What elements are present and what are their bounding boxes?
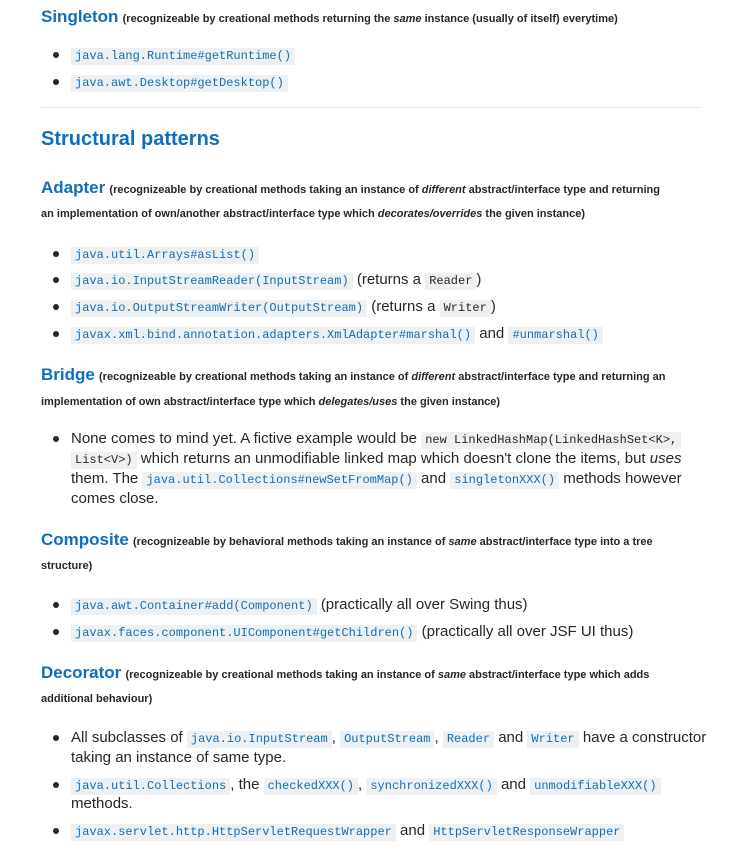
code-reader: Reader <box>425 273 476 290</box>
list-item <box>71 775 661 796</box>
list-item <box>71 45 295 66</box>
item-text: All subclasses of <box>71 729 183 746</box>
decorator-heading <box>41 664 649 684</box>
singleton-heading <box>41 8 618 28</box>
bullet-icon <box>53 277 59 283</box>
code-link-reader[interactable]: Reader <box>443 731 494 748</box>
bullet-icon <box>53 79 59 85</box>
bridge-description-line1: (recognizeable by creational methods taking an instance of different abstract/interface type and returning an <box>99 371 666 383</box>
list-item <box>71 270 481 291</box>
item-text: and <box>416 470 451 487</box>
bullet-icon <box>53 602 59 608</box>
decorator-description-line1: (recognizeable by creational methods taking an instance of same abstract/interface type which adds <box>125 669 650 681</box>
item-text-em: uses <box>649 450 682 467</box>
list-item-continuation <box>71 748 286 768</box>
item-text: them. The <box>71 470 143 487</box>
list-item-continuation <box>71 449 681 470</box>
code-link-aslist[interactable]: java.util.Arrays#asList() <box>71 247 259 264</box>
code-link-desktop[interactable]: java.awt.Desktop#getDesktop() <box>71 75 288 92</box>
item-text: and <box>500 776 526 793</box>
singleton-description: (recognizeable by creational methods returning the same instance (usually of itself) everytime) <box>122 13 618 25</box>
item-text: , <box>358 776 363 793</box>
code-link-inputstream[interactable]: java.io.InputStream <box>187 731 332 748</box>
item-text: , <box>434 729 439 746</box>
code-link-uicomponent-getchildren[interactable]: javax.faces.component.UIComponent#getChildren() <box>71 625 417 642</box>
list-item <box>71 595 528 616</box>
list-item-continuation <box>71 469 682 490</box>
code-writer: Writer <box>440 300 491 317</box>
code-link-unmarshal[interactable]: #unmarshal() <box>508 327 602 344</box>
item-text: (practically all over Swing thus) <box>320 596 528 613</box>
item-text: (returns a <box>356 271 422 288</box>
bullet-icon <box>53 735 59 741</box>
item-text: have a constructor <box>582 729 707 746</box>
composite-description-line2: structure) <box>41 560 93 572</box>
list-item <box>71 429 681 450</box>
bullet-icon <box>53 304 59 310</box>
item-text: and <box>479 325 505 342</box>
bullet-icon <box>53 782 59 788</box>
code-link-newsetfrommap[interactable]: java.util.Collections#newSetFromMap() <box>142 472 416 489</box>
bullet-icon <box>53 52 59 58</box>
list-item <box>71 297 496 318</box>
bullet-icon <box>53 436 59 442</box>
code-link-runtime[interactable]: java.lang.Runtime#getRuntime() <box>71 48 295 65</box>
item-text: methods however <box>559 470 682 487</box>
code-link-httpservletrequestwrapper[interactable]: javax.servlet.http.HttpServletRequestWrapper <box>71 824 396 841</box>
adapter-title: Adapter <box>41 178 106 197</box>
bullet-icon <box>53 828 59 834</box>
code-link-httpservletresponsewrapper[interactable]: HttpServletResponseWrapper <box>429 824 624 841</box>
code-link-outputstreamwriter[interactable]: java.io.OutputStreamWriter(OutputStream) <box>71 300 367 317</box>
code-link-checkedxxx[interactable]: checkedXXX() <box>264 778 358 795</box>
adapter-heading <box>41 179 660 199</box>
code-link-unmodifiablexxx[interactable]: unmodifiableXXX() <box>530 778 660 795</box>
composite-title: Composite <box>41 530 129 549</box>
code-link-collections[interactable]: java.util.Collections <box>71 778 230 795</box>
list-item <box>71 728 706 749</box>
item-text: comes close. <box>71 490 159 507</box>
singleton-title: Singleton <box>41 7 119 26</box>
list-item-continuation <box>71 489 159 509</box>
item-text: , the <box>230 776 260 793</box>
composite-heading <box>41 531 653 551</box>
list-item <box>71 244 259 265</box>
code-link-singletonxxx[interactable]: singletonXXX() <box>450 472 559 489</box>
adapter-description-line1: (recognizeable by creational methods taking an instance of different abstract/interface type and returning <box>109 184 660 196</box>
code-list-v: List<V>) <box>71 452 137 469</box>
list-item-continuation <box>71 794 133 814</box>
item-text-end: ) <box>490 298 496 315</box>
item-text: and <box>400 822 426 839</box>
item-text: None comes to mind yet. A fictive example would be <box>71 430 422 447</box>
code-link-xmladapter-marshal[interactable]: javax.xml.bind.annotation.adapters.XmlAdapter#marshal() <box>71 327 475 344</box>
code-link-synchronizedxxx[interactable]: synchronizedXXX() <box>366 778 496 795</box>
code-link-inputstreamreader[interactable]: java.io.InputStreamReader(InputStream) <box>71 273 353 290</box>
decorator-title: Decorator <box>41 663 122 682</box>
adapter-description-line2: an implementation of own/another abstract/interface type which decorates/overrides the given instance) <box>41 208 586 220</box>
list-item <box>71 821 624 842</box>
list-item <box>71 622 633 643</box>
code-link-container-add[interactable]: java.awt.Container#add(Component) <box>71 598 317 615</box>
bullet-icon <box>53 251 59 257</box>
code-linkedhashmap: new LinkedHashMap(LinkedHashSet<K>, <box>421 432 681 449</box>
item-text: and <box>498 729 524 746</box>
item-text: which returns an unmodifiable linked map which doesn't clone the items, but <box>136 450 650 467</box>
section-title-structural: Structural patterns <box>41 128 220 150</box>
bullet-icon <box>53 629 59 635</box>
composite-description-line1: (recognizeable by behavioral methods taking an instance of same abstract/interface type into a tree <box>133 536 653 548</box>
code-link-writer[interactable]: Writer <box>527 731 578 748</box>
bullet-icon <box>53 331 59 337</box>
item-text: (practically all over JSF UI thus) <box>421 623 634 640</box>
decorator-description-line2: additional behaviour) <box>41 693 153 705</box>
section-divider <box>41 107 701 108</box>
item-text: methods. <box>71 795 133 812</box>
bridge-heading <box>41 366 665 386</box>
bridge-description-line2: implementation of own abstract/interface type which delegates/uses the given instance) <box>41 396 501 408</box>
item-text-end: ) <box>476 271 482 288</box>
item-text: (returns a <box>371 298 436 315</box>
list-item <box>71 324 603 345</box>
code-link-outputstream[interactable]: OutputStream <box>340 731 434 748</box>
list-item <box>71 72 288 93</box>
bridge-title: Bridge <box>41 365 95 384</box>
item-text: taking an instance of same type. <box>71 749 287 766</box>
item-text: , <box>331 729 336 746</box>
